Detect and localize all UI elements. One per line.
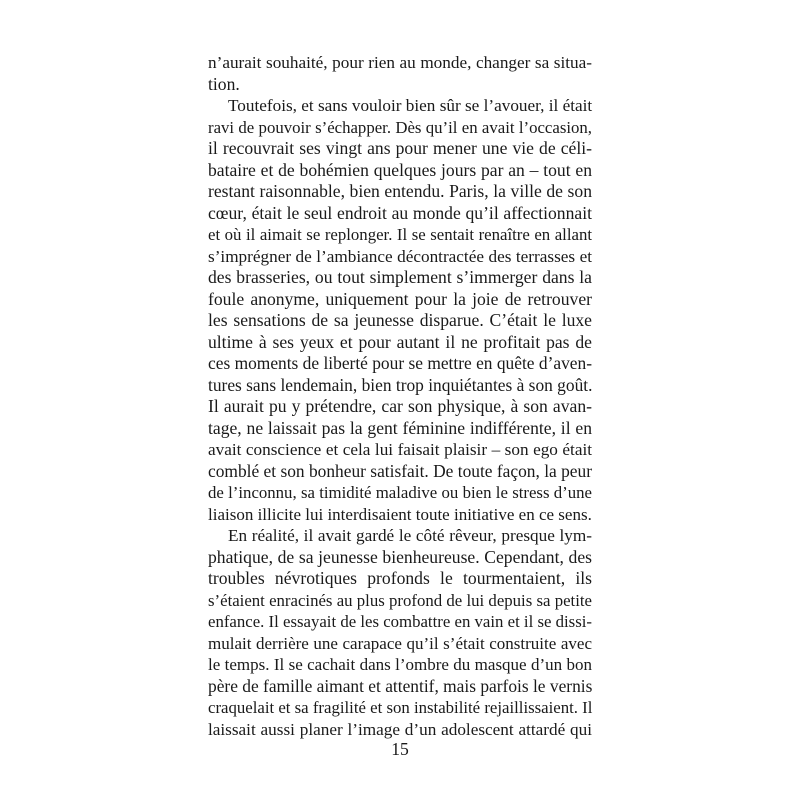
text-line: les sensations de sa jeunesse disparue. C’était le luxe (208, 310, 592, 330)
text-line: phatique, de sa jeunesse bienheureuse. Cependant, des (208, 546, 592, 567)
text-line: Toutefois, et sans vouloir bien sûr se l’avouer, il était (228, 96, 593, 115)
text-line: père de famille aimant et attentif, mais parfois le vernis (208, 675, 593, 696)
page-number: 15 (391, 739, 409, 759)
text-line: s’imprégner de l’ambiance décontractée des terrasses et (208, 246, 592, 266)
text-line: et où il aimait se replonger. Il se sentait renaître en allant (208, 225, 592, 244)
text-line: il recouvrait ses vingt ans pour mener une vie de céli- (208, 138, 592, 158)
text-line: enfance. Il essayait de les combattre en vain et il se dissi- (208, 612, 592, 631)
text-line: bataire et de bohémien quelques jours par an – tout en (208, 159, 592, 180)
text-line: avait conscience et cela lui faisait plaisir – son ego était (208, 440, 592, 459)
text-line: craquelait et sa fragilité et son instabilité rejaillissaient. Il (208, 698, 593, 717)
text-line: Il aurait pu y prétendre, car son physique, à son avan- (208, 396, 592, 416)
text-line: n’aurait souhaité, pour rien au monde, changer sa situa- (208, 53, 592, 72)
text-line: mulait derrière une carapace qu’il s’était construite avec (208, 633, 592, 653)
text-line: restant raisonnable, bien entendu. Paris, la ville de son (208, 181, 592, 201)
text-line: tion. (208, 73, 240, 94)
text-line: troubles névrotiques profonds le tourmentaient, ils (208, 568, 592, 588)
text-line: comblé et son bonheur satisfait. De toute façon, la peur (208, 460, 592, 481)
text-line: de l’inconnu, sa timidité maladive ou bien le stress d’une (208, 483, 592, 502)
text-line: des brasseries, ou tout simplement s’immerger dans la (208, 267, 592, 287)
text-line: cœur, était le seul endroit au monde qu’il affectionnait (208, 202, 592, 223)
text-line: le temps. Il se cachait dans l’ombre du masque d’un bon (208, 655, 592, 674)
text-line: En réalité, il avait gardé le côté rêveur, presque lym- (228, 526, 592, 545)
text-line: liaison illicite lui interdisaient toute initiative en ce sens. (208, 504, 592, 524)
text-line: tage, ne laissait pas la gent féminine indifférente, il en (208, 417, 592, 438)
body-text (208, 52, 592, 740)
text-line: ravi de pouvoir s’échapper. Dès qu’il en avait l’occasion, (208, 117, 592, 137)
text-line: ultime à ses yeux et pour autant il ne profitait pas de (208, 331, 592, 352)
text-line: tures sans lendemain, bien trop inquiétantes à son goût. (208, 374, 593, 395)
text-line: foule anonyme, uniquement pour la joie de retrouver (208, 288, 592, 309)
text-line: ces moments de liberté pour se mettre en quête d’aven- (208, 353, 592, 373)
text-line: s’étaient enracinés au plus profond de lui depuis sa petite (208, 590, 592, 610)
text-line: laissait aussi planer l’image d’un adolescent attardé qui (208, 719, 592, 739)
